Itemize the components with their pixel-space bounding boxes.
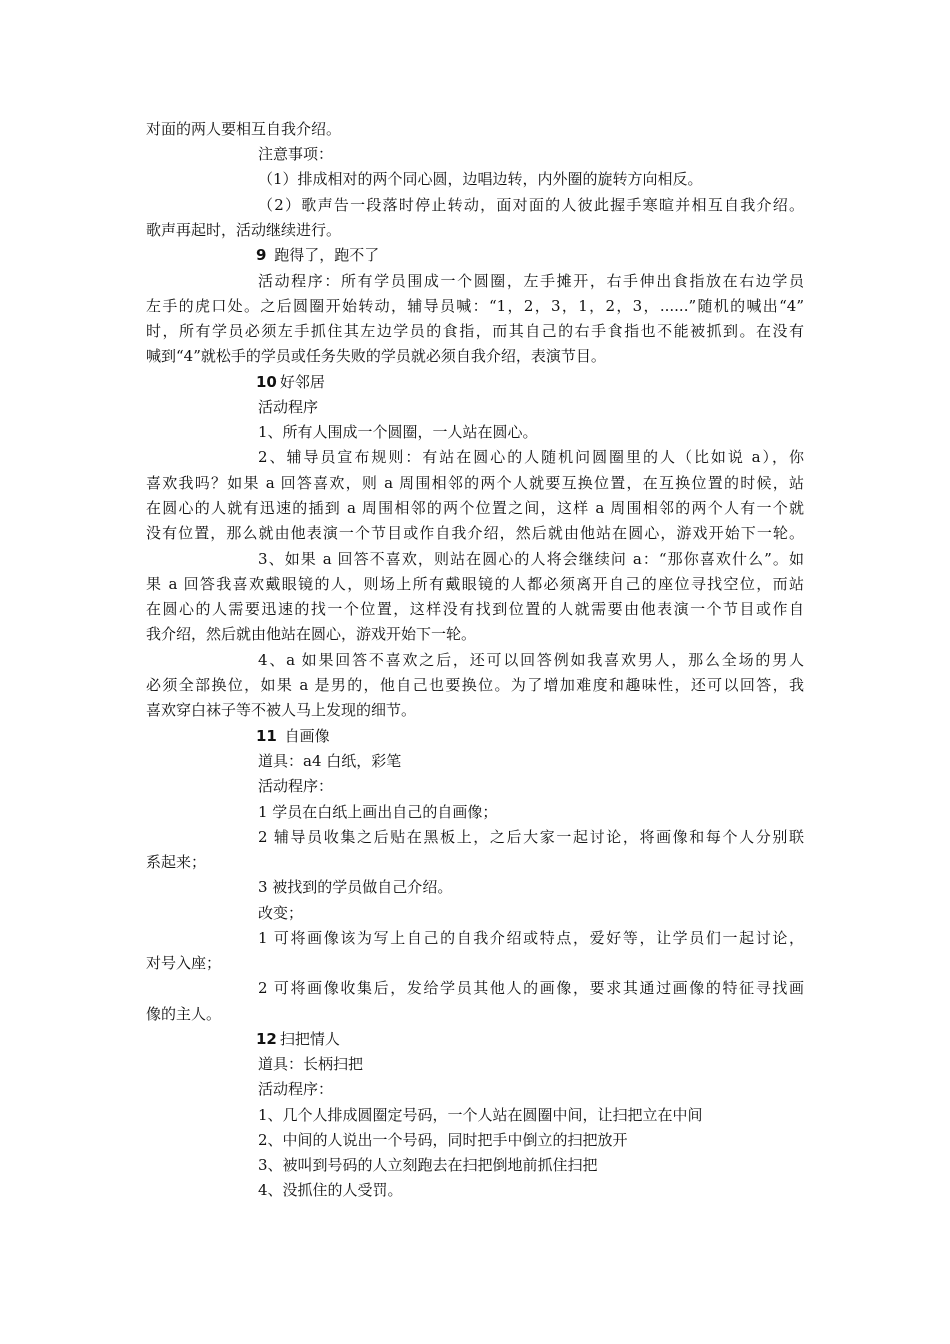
list-item: 1 可将画像该为写上自己的自我介绍或特点，爱好等，让学员们一起讨论， [258,929,804,947]
notes-label: 注意事项： [258,145,334,163]
paragraph-line: 喜欢我吗？如果 a 回答喜欢，则 a 周围相邻的两个人就要互换位置，在互换位置的时候，站 [146,474,804,492]
list-item: 2 辅导员收集之后贴在黑板上，之后大家一起讨论，将画像和每个人分别联 [258,828,804,846]
change-label: 改变； [258,904,304,922]
procedure-label: 活动程序 [258,398,319,416]
list-item: 2 可将画像收集后，发给学员其他人的画像，要求其通过画像的特征寻找画 [258,979,804,997]
list-item: 3、如果 a 回答不喜欢，则站在圆心的人将会继续问 a：“那你喜欢什么”。如 [258,550,804,568]
list-item: 4、a 如果回答不喜欢之后，还可以回答例如我喜欢男人，那么全场的男人 [258,651,804,669]
paragraph-line: 歌声再起时，活动继续进行。 [146,221,342,239]
section-heading-9 [256,243,379,268]
paragraph-line: 时，所有学员必须左手抓住其左边学员的食指，而其自己的右手食指也不能被抓到。在没有 [146,322,804,340]
section-title: 自画像 [284,727,330,745]
section-heading-10 [256,370,325,395]
list-item: 1 学员在白纸上画出自己的自画像； [258,803,498,821]
list-item: 2、中间的人说出一个号码，同时把手中倒立的扫把放开 [258,1131,628,1149]
section-title: 扫把情人 [279,1030,340,1048]
props-line: 道具：长柄扫把 [258,1055,364,1073]
paragraph-line: 在圆心的人需要迅速的找一个位置，这样没有找到位置的人就需要由他表演一个节目或作自 [146,600,804,618]
procedure-label: 活动程序： [258,777,334,795]
paragraph-line: 喜欢穿白袜子等不被人马上发现的细节。 [146,701,417,719]
props-line: 道具：a4 白纸，彩笔 [258,752,402,770]
section-title: 好邻居 [279,373,325,391]
section-number: 11 [256,727,277,745]
list-item: 4、没抓住的人受罚。 [258,1181,403,1199]
paragraph-line: 对面的两人要相互自我介绍。 [146,120,342,138]
paragraph-line: 没有位置，那么就由他表演一个节目或作自我介绍，然后就由他站在圆心，游戏开始下一轮。 [146,524,804,542]
list-item: 3、被叫到号码的人立刻跑去在扫把倒地前抓住扫把 [258,1156,598,1174]
paragraph-line: 像的主人。 [146,1005,222,1023]
section-title: 跑得了，跑不了 [274,246,380,264]
section-number: 12 [256,1030,277,1048]
section-number: 9 [256,246,267,264]
section-heading-11 [256,724,330,749]
paragraph-line: 对号入座； [146,954,222,972]
paragraph-line: 我介绍，然后就由他站在圆心，游戏开始下一轮。 [146,625,477,643]
section-number: 10 [256,373,277,391]
paragraph-line: 果 a 回答我喜欢戴眼镜的人，则场上所有戴眼镜的人都必须离开自己的座位寻找空位，而站 [146,575,804,593]
list-item: 1、所有人围成一个圆圈，一人站在圆心。 [258,423,538,441]
procedure-label: 活动程序： [258,1080,334,1098]
section-heading-12 [256,1027,340,1052]
note-item: （1）排成相对的两个同心圆，边唱边转，内外圈的旋转方向相反。 [258,170,703,188]
list-item: 3 被找到的学员做自己介绍。 [258,878,453,896]
note-item: （2）歌声告一段落时停止转动，面对面的人彼此握手寒暄并相互自我介绍。 [258,196,804,214]
paragraph-line: 系起来； [146,853,207,871]
paragraph-line: 活动程序：所有学员围成一个圆圈，左手摊开，右手伸出食指放在右边学员 [258,272,804,290]
paragraph-line: 在圆心的人就有迅速的插到 a 周围相邻的两个位置之间，这样 a 周围相邻的两个人有一个就 [146,499,804,517]
list-item: 1、几个人排成圆圈定号码，一个人站在圆圈中间，让扫把立在中间 [258,1106,703,1124]
paragraph-line: 喊到“4”就松手的学员或任务失败的学员就必须自我介绍，表演节目。 [146,347,606,365]
paragraph-line: 必须全部换位，如果 a 是男的，他自己也要换位。为了增加难度和趣味性，还可以回答，我 [146,676,804,694]
paragraph-line: 左手的虎口处。之后圆圈开始转动，辅导员喊：“1，2，3，1，2，3，......”随机的喊出“4” [146,297,804,315]
list-item: 2、辅导员宣布规则：有站在圆心的人随机问圆圈里的人（比如说 a），你 [258,448,804,466]
